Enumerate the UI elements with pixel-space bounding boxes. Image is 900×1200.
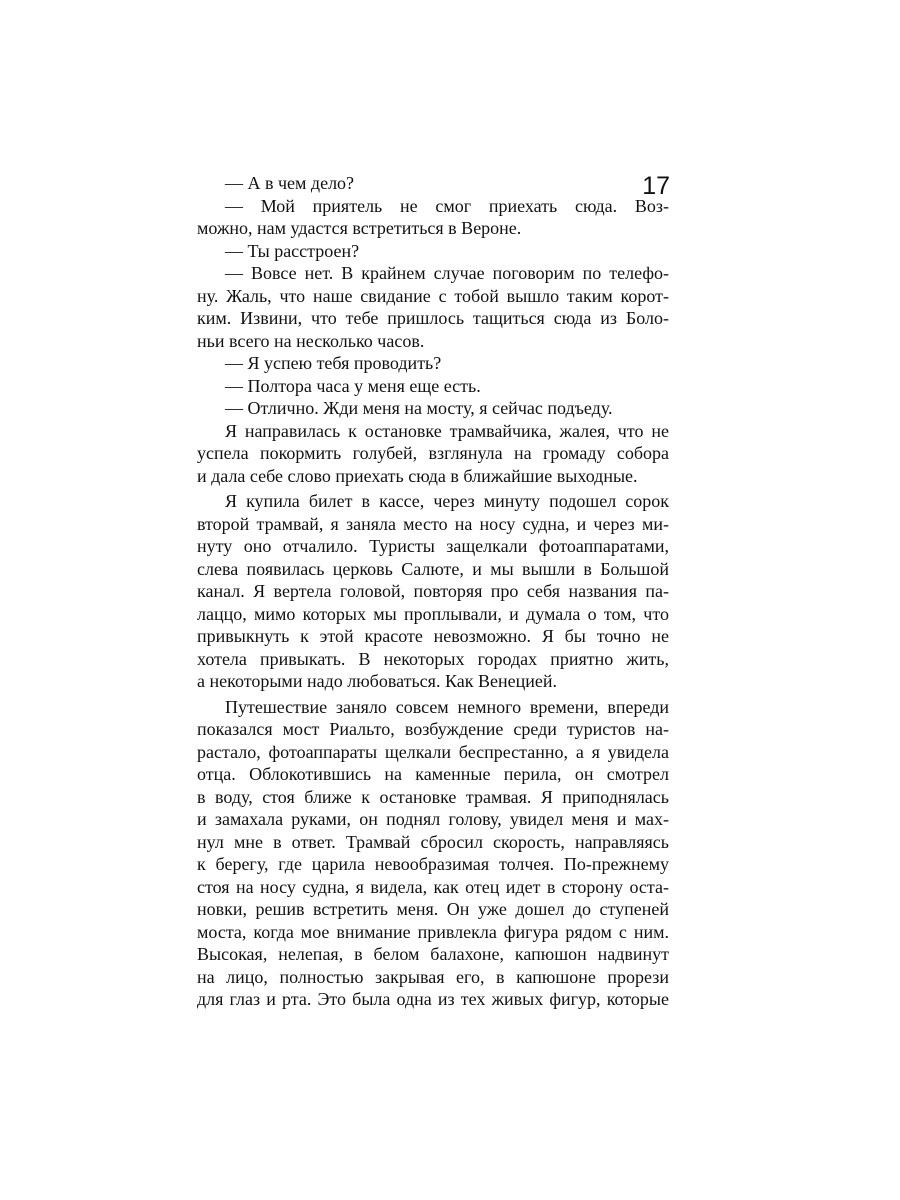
text-line: — Я успею тебя проводить? bbox=[225, 353, 442, 373]
text-line: а некоторыми надо любоваться. Как Венецией. bbox=[197, 671, 557, 691]
text-line: хотела привыкать. В некоторых городах приятно жить, bbox=[197, 648, 669, 669]
text-line: отца. Облокотившись на каменные перила, он смотрел bbox=[197, 764, 669, 784]
text-line: Высокая, нелепая, в белом балахоне, капюшон надвинут bbox=[197, 944, 669, 964]
body-text bbox=[197, 172, 669, 1011]
text-line: нул мне в ответ. Трамвай сбросил скорость, направляясь bbox=[197, 831, 669, 852]
text-line: растало, фотоаппараты щелкали беспрестанно, а я увидела bbox=[197, 741, 669, 762]
text-line: Путешествие заняло совсем немного времени, впереди bbox=[225, 696, 669, 717]
text-line: можно, нам удастся встретиться в Вероне. bbox=[197, 218, 522, 238]
text-line: — Отлично. Жди меня на мосту, я сейчас подъеду. bbox=[225, 398, 613, 418]
text-line: ким. Извини, что тебе пришлось тащиться сюда из Боло- bbox=[197, 308, 669, 328]
page-number: 17 bbox=[642, 172, 670, 200]
text-line: новки, решив встретить меня. Он уже дошел до ступеней bbox=[197, 899, 669, 919]
text-line: и замахала руками, он поднял голову, увидел меня и мах- bbox=[197, 809, 669, 829]
text-line: привыкнуть к этой красоте невозможно. Я бы точно не bbox=[197, 626, 669, 646]
text-line: к берегу, где царила невообразимая толчея. По-прежнему bbox=[197, 854, 669, 874]
text-line: стоя на носу судна, я видела, как отец идет в сторону оста- bbox=[197, 876, 669, 897]
text-line: и дала себе слово приехать сюда в ближайшие выходные. bbox=[197, 465, 638, 486]
text-line: слева появилась церковь Салюте, и мы вышли в Большой bbox=[197, 558, 669, 579]
text-line: — Полтора часа у меня еще есть. bbox=[225, 375, 481, 396]
text-line: ну. Жаль, что наше свидание с тобой вышло таким корот- bbox=[197, 285, 669, 306]
text-line: для глаз и рта. Это была одна из тех живых фигур, которые bbox=[197, 989, 669, 1009]
text-line: на лицо, полностью закрывая его, в капюшоне прорези bbox=[197, 966, 669, 987]
text-line: — Мой приятель не смог приехать сюда. Воз- bbox=[225, 195, 669, 216]
text-line: канал. Я вертела головой, повторяя про себя названия па- bbox=[197, 581, 669, 601]
text-line: моста, когда мое внимание привлекла фигура рядом с ним. bbox=[197, 921, 669, 942]
text-line: нуту оно отчалило. Туристы защелкали фотоаппаратами, bbox=[197, 536, 669, 556]
text-line: ньи всего на несколько часов. bbox=[197, 330, 425, 351]
text-line: Я купила билет в кассе, через минуту подошел сорок bbox=[225, 491, 669, 511]
text-line: Я направилась к остановке трамвайчика, жалея, что не bbox=[225, 420, 669, 441]
text-line: второй трамвай, я заняла место на носу судна, и через ми- bbox=[197, 513, 669, 534]
text-line: — А в чем дело? bbox=[225, 173, 355, 193]
text-line: лаццо, мимо которых мы проплывали, и думала о том, что bbox=[197, 603, 669, 624]
text-line: — Ты расстроен? bbox=[225, 240, 360, 261]
text-line: показался мост Риальто, возбуждение среди туристов на- bbox=[197, 719, 669, 739]
text-line: в воду, стоя ближе к остановке трамвая. Я приподнялась bbox=[197, 786, 669, 807]
text-line: успела покормить голубей, взглянула на громаду собора bbox=[197, 443, 669, 463]
text-line: — Вовсе нет. В крайнем случае поговорим по телефо- bbox=[225, 263, 669, 283]
